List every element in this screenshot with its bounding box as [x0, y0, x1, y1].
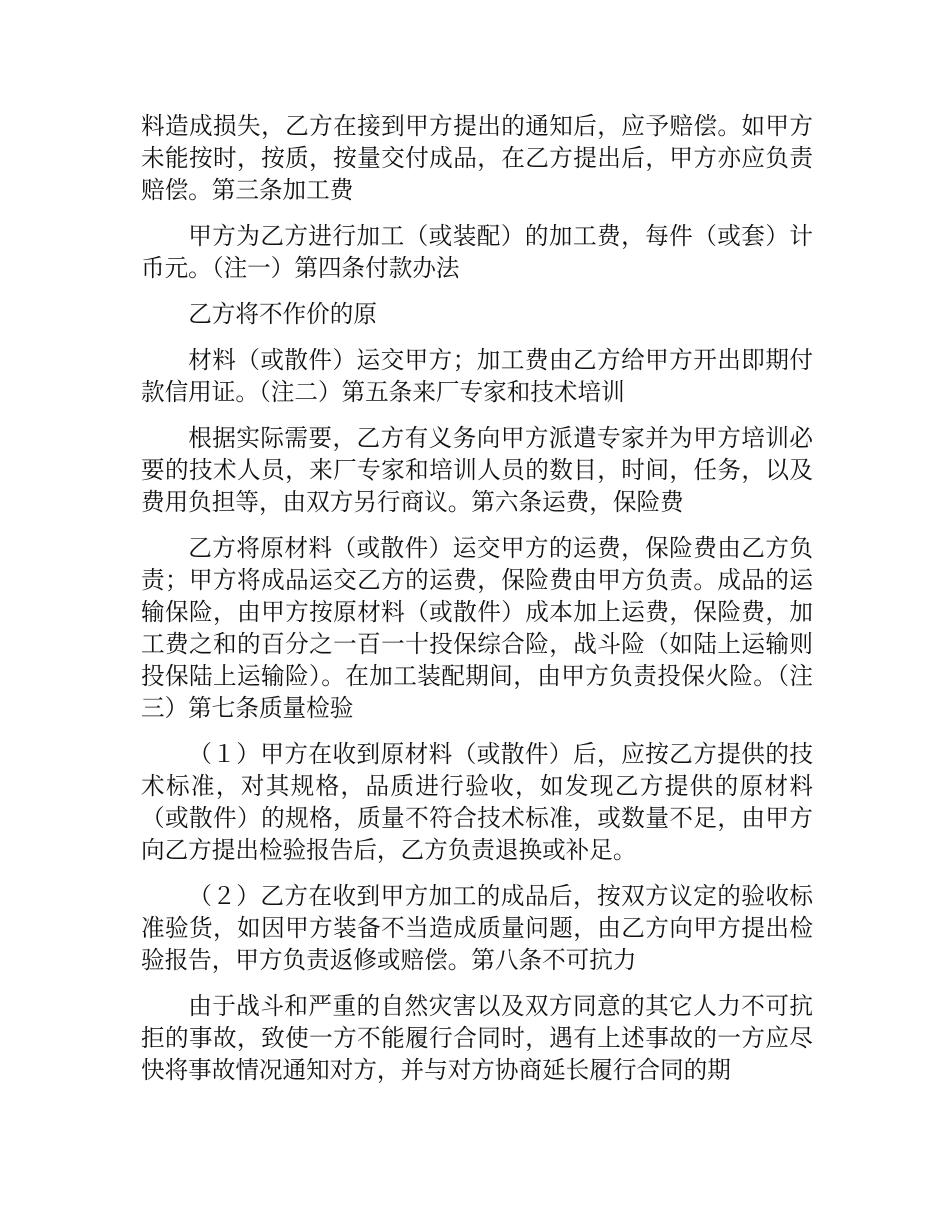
document-page — [141, 110, 813, 1100]
paragraph-quality-inspection-2: （２）乙方在收到甲方加工的成品后，按双方议定的验收标准验货，如因甲方装备不当造成质量问题，由乙方向甲方提出检验报告，甲方负责返修或赔偿。第八条不可抗力 — [141, 882, 813, 974]
paragraph-continuation: 料造成损失，乙方在接到甲方提出的通知后，应予赔偿。如甲方未能按时，按质，按量交付成品，在乙方提出后，甲方亦应负责赔偿。第三条加工费 — [141, 112, 813, 204]
paragraph-processing-fee: 甲方为乙方进行加工（或装配）的加工费，每件（或套）计币元。（注一）第四条付款办法 — [141, 222, 813, 282]
paragraph-experts-training: 根据实际需要，乙方有义务向甲方派遣专家并为甲方培训必要的技术人员，来厂专家和培训人员的数目，时间，任务，以及费用负担等，由双方另行商议。第六条运费，保险费 — [141, 424, 813, 516]
paragraph-payment-method: 材料（或散件）运交甲方；加工费由乙方给甲方开出即期付款信用证。（注二）第五条来厂专家和技术培训 — [141, 346, 813, 406]
paragraph-freight-insurance: 乙方将原材料（或散件）运交甲方的运费，保险费由乙方负责；甲方将成品运交乙方的运费，保险费由甲方负责。成品的运输保险，由甲方按原材料（或散件）成本加上运费，保险费，加工费之和的百分之一百一十投保综合险，战斗险（如陆上运输则投保陆上运输险）。在加工装配期间，由甲方负责投保火险。（注三）第七条质量检验 — [141, 534, 813, 722]
paragraph-quality-inspection-1: （１）甲方在收到原材料（或散件）后，应按乙方提供的技术标准，对其规格，品质进行验收，如发现乙方提供的原材料（或散件）的规格，质量不符合技术标准，或数量不足，由甲方向乙方提出检验报告后，乙方负责退换或补足。 — [141, 740, 813, 864]
paragraph-payment-start: 乙方将不作价的原 — [188, 300, 377, 328]
paragraph-force-majeure: 由于战斗和严重的自然灾害以及双方同意的其它人力不可抗拒的事故，致使一方不能履行合同时，遇有上述事故的一方应尽快将事故情况通知对方，并与对方协商延长履行合同的期 — [141, 992, 813, 1084]
